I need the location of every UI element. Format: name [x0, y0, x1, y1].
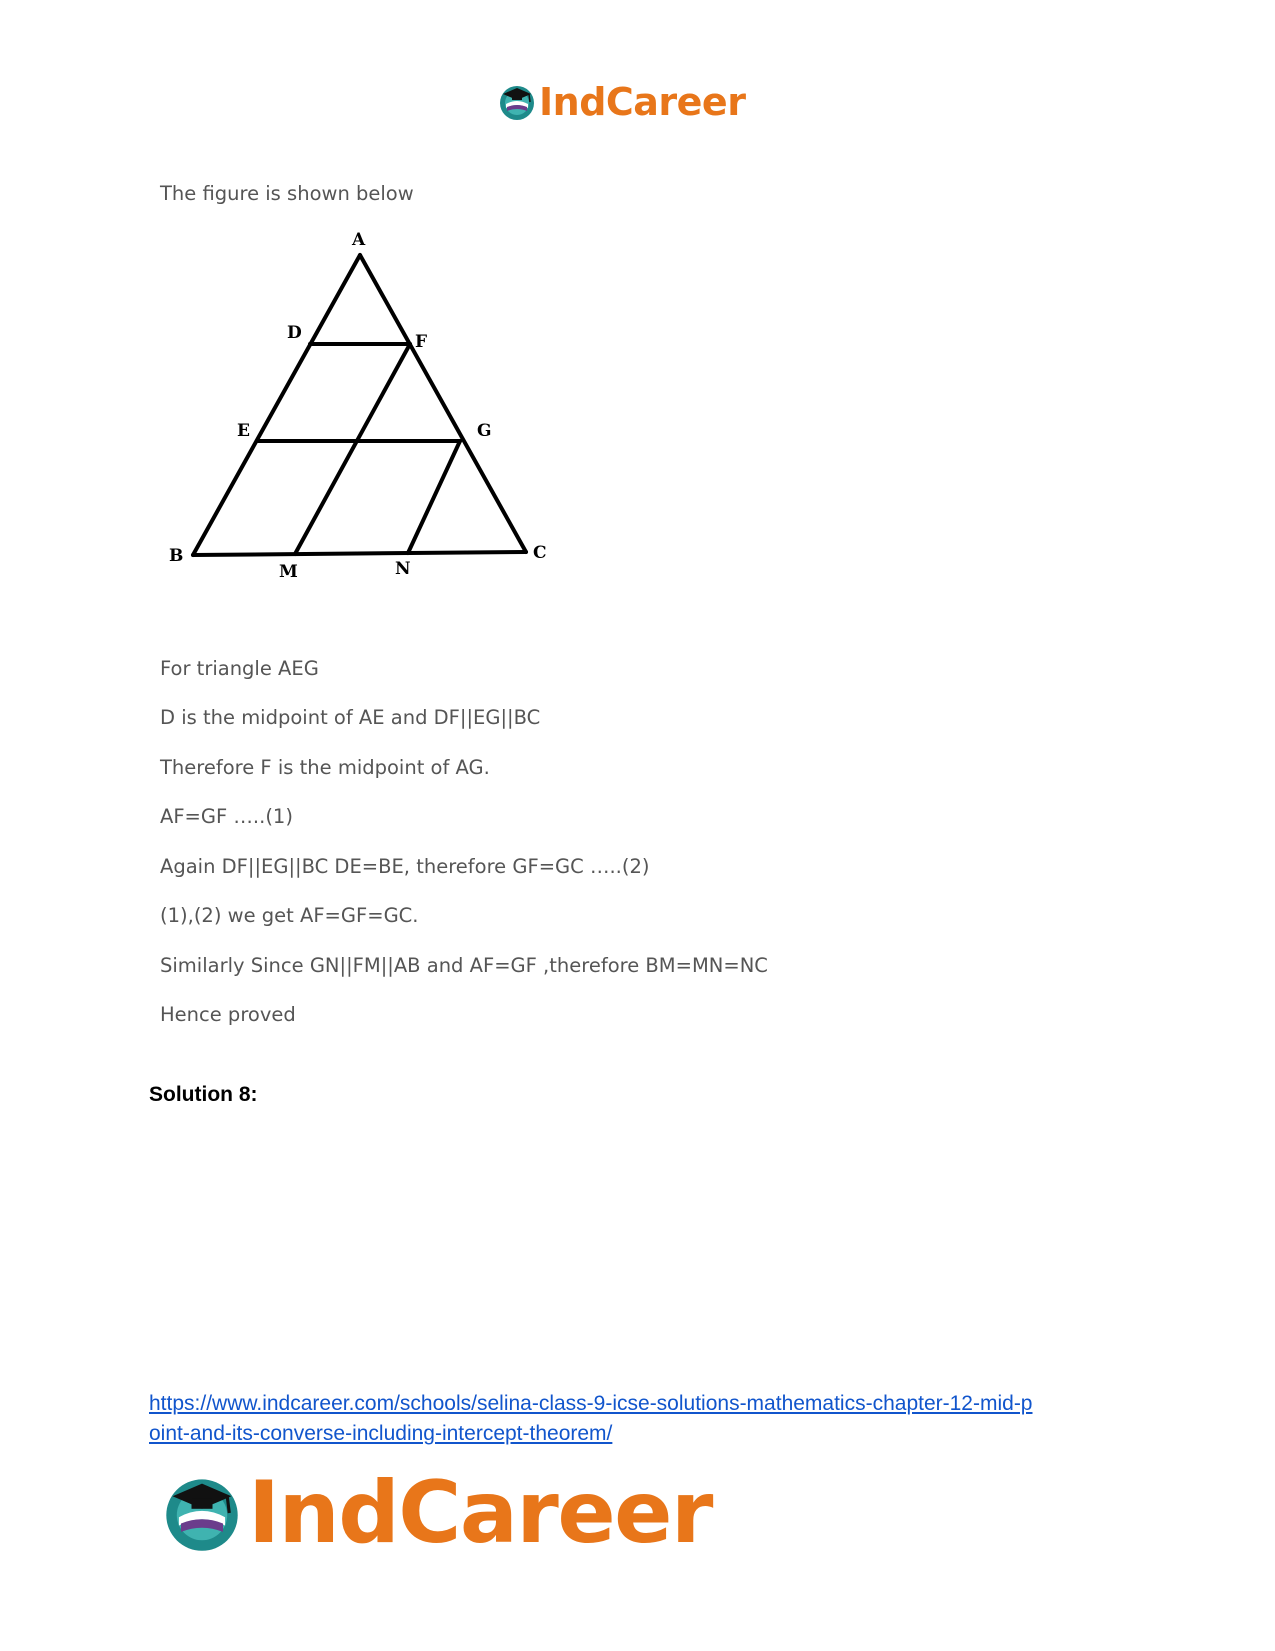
- proof-line-3: Therefore F is the midpoint of AG.: [160, 756, 490, 779]
- proof-line-7: Similarly Since GN||FM||AB and AF=GF ,therefore BM=MN=NC: [160, 954, 768, 977]
- intro-text: The figure is shown below: [160, 182, 414, 205]
- solution-heading: Solution 8:: [149, 1083, 258, 1106]
- graduation-cap-icon: [160, 1471, 244, 1555]
- header-logo: [497, 78, 745, 126]
- segment-gn: [408, 441, 460, 553]
- footer-logo-text: IndCareer: [248, 1463, 712, 1563]
- footer-logo: [160, 1465, 712, 1561]
- proof-line-4: AF=GF …..(1): [160, 805, 293, 828]
- side-ab: [193, 255, 360, 555]
- side-bc: [193, 552, 526, 555]
- segment-fm: [295, 344, 410, 554]
- label-e: E: [237, 421, 250, 441]
- proof-line-8: Hence proved: [160, 1003, 296, 1026]
- label-n: N: [395, 559, 411, 579]
- label-f: F: [415, 332, 428, 352]
- source-link[interactable]: [149, 1389, 1129, 1449]
- label-c: C: [533, 543, 547, 563]
- source-link-line-1[interactable]: https://www.indcareer.com/schools/selina-class-9-icse-solutions-mathematics-chapter-12-mid-p: [149, 1392, 1033, 1415]
- source-link-line-2[interactable]: oint-and-its-converse-including-intercept-theorem/: [149, 1422, 613, 1445]
- label-g: G: [477, 421, 492, 441]
- label-a: A: [352, 230, 366, 250]
- graduation-cap-icon: [497, 82, 537, 122]
- label-b: B: [169, 546, 184, 566]
- header-logo-text: IndCareer: [539, 80, 746, 124]
- proof-line-6: (1),(2) we get AF=GF=GC.: [160, 904, 419, 927]
- label-m: M: [279, 562, 298, 582]
- proof-line-2: D is the midpoint of AE and DF||EG||BC: [160, 706, 541, 729]
- triangle-figure: [155, 225, 575, 605]
- proof-line-1: For triangle AEG: [160, 657, 319, 680]
- proof-line-5: Again DF||EG||BC DE=BE, therefore GF=GC …..(2): [160, 855, 650, 878]
- side-ac: [360, 255, 526, 552]
- label-d: D: [287, 323, 302, 343]
